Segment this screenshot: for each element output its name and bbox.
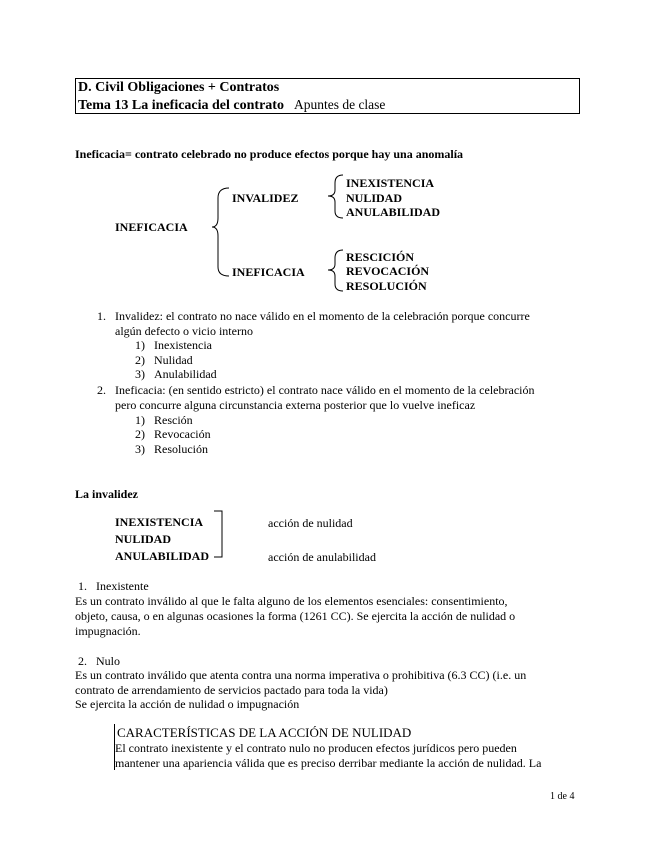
sublist-num: 1) — [135, 413, 145, 427]
header-subtitle: Apuntes de clase — [293, 97, 386, 112]
invalidez-item: ANULABILIDAD — [115, 549, 210, 563]
sublist-num: 3) — [135, 367, 145, 381]
tree-item: ANULABILIDAD — [346, 205, 441, 219]
header-topic-title: Tema 13 La ineficacia del contrato — [78, 98, 284, 113]
section-text: Es un contrato inválido al que le falta alguno de los elementos esenciales: consentimiento, — [75, 594, 508, 608]
invalidez-action-anulabilidad: acción de anulabilidad — [268, 550, 376, 564]
tree-item: RESCICIÓN — [346, 250, 415, 264]
sublist-text: Nulidad — [154, 353, 193, 367]
invalidez-item: NULIDAD — [115, 532, 172, 546]
list-text: pero concurre alguna circunstancia externa posterior que lo vuelve ineficaz — [115, 398, 476, 412]
list-text: Invalidez: el contrato no nace válido en el momento de la celebración porque concurre — [115, 309, 530, 323]
invalidez-item: INEXISTENCIA — [115, 515, 204, 529]
sublist-text: Resción — [154, 413, 193, 427]
characteristics-text: mantener una apariencia válida que es preciso derribar mediante la acción de nulidad. La — [115, 756, 542, 770]
invalidez-heading: La invalidez — [75, 487, 139, 501]
header-course: D. Civil Obligaciones + Contratos — [78, 80, 280, 95]
section-title: Inexistente — [96, 579, 149, 593]
definition: Ineficacia= contrato celebrado no produce efectos porque hay una anomalía — [75, 147, 464, 161]
list-num: 2. — [97, 383, 106, 397]
section-num: 1. — [78, 579, 87, 593]
section-title: Nulo — [96, 654, 120, 668]
sublist-text: Anulabilidad — [154, 367, 217, 381]
sublist-num: 2) — [135, 427, 145, 441]
characteristics-text: El contrato inexistente y el contrato nulo no producen efectos jurídicos pero pueden — [115, 741, 517, 755]
sublist-num: 1) — [135, 338, 145, 352]
list-text: algún defecto o vicio interno — [115, 324, 253, 338]
tree-item: NULIDAD — [346, 191, 403, 205]
tree-branch-ineficacia: INEFICACIA — [232, 265, 305, 279]
section-num: 2. — [78, 654, 87, 668]
section-text: Es un contrato inválido que atenta contra una norma imperativa o prohibitiva (6.3 CC) (i.e. un — [75, 668, 527, 682]
tree-item: REVOCACIÓN — [346, 264, 430, 278]
page-number: 1 de 4 — [550, 791, 575, 802]
list-num: 1. — [97, 309, 106, 323]
sublist-text: Inexistencia — [154, 338, 212, 352]
list-text: Ineficacia: (en sentido estricto) el contrato nace válido en el momento de la celebración — [115, 383, 535, 397]
section-text: contrato de arrendamiento de servicios pactado para toda la vida) — [75, 683, 388, 697]
tree-root: INEFICACIA — [115, 220, 188, 234]
sublist-num: 3) — [135, 442, 145, 456]
invalidez-action-nulidad: acción de nulidad — [268, 516, 353, 530]
tree-branch-invalidez: INVALIDEZ — [232, 191, 299, 205]
sublist-num: 2) — [135, 353, 145, 367]
section-text: Se ejercita la acción de nulidad o impugnación — [75, 697, 300, 711]
characteristics-title: CARACTERÍSTICAS DE LA ACCIÓN DE NULIDAD — [117, 725, 412, 740]
section-text: impugnación. — [75, 624, 141, 638]
tree-item: INEXISTENCIA — [346, 176, 435, 190]
tree-item: RESOLUCIÓN — [346, 279, 427, 293]
section-text: objeto, causa, o en algunas ocasiones la forma (1261 CC). Se ejercita la acción de nulidad o — [75, 609, 516, 623]
sublist-text: Resolución — [154, 442, 208, 456]
sublist-text: Revocación — [154, 427, 211, 441]
